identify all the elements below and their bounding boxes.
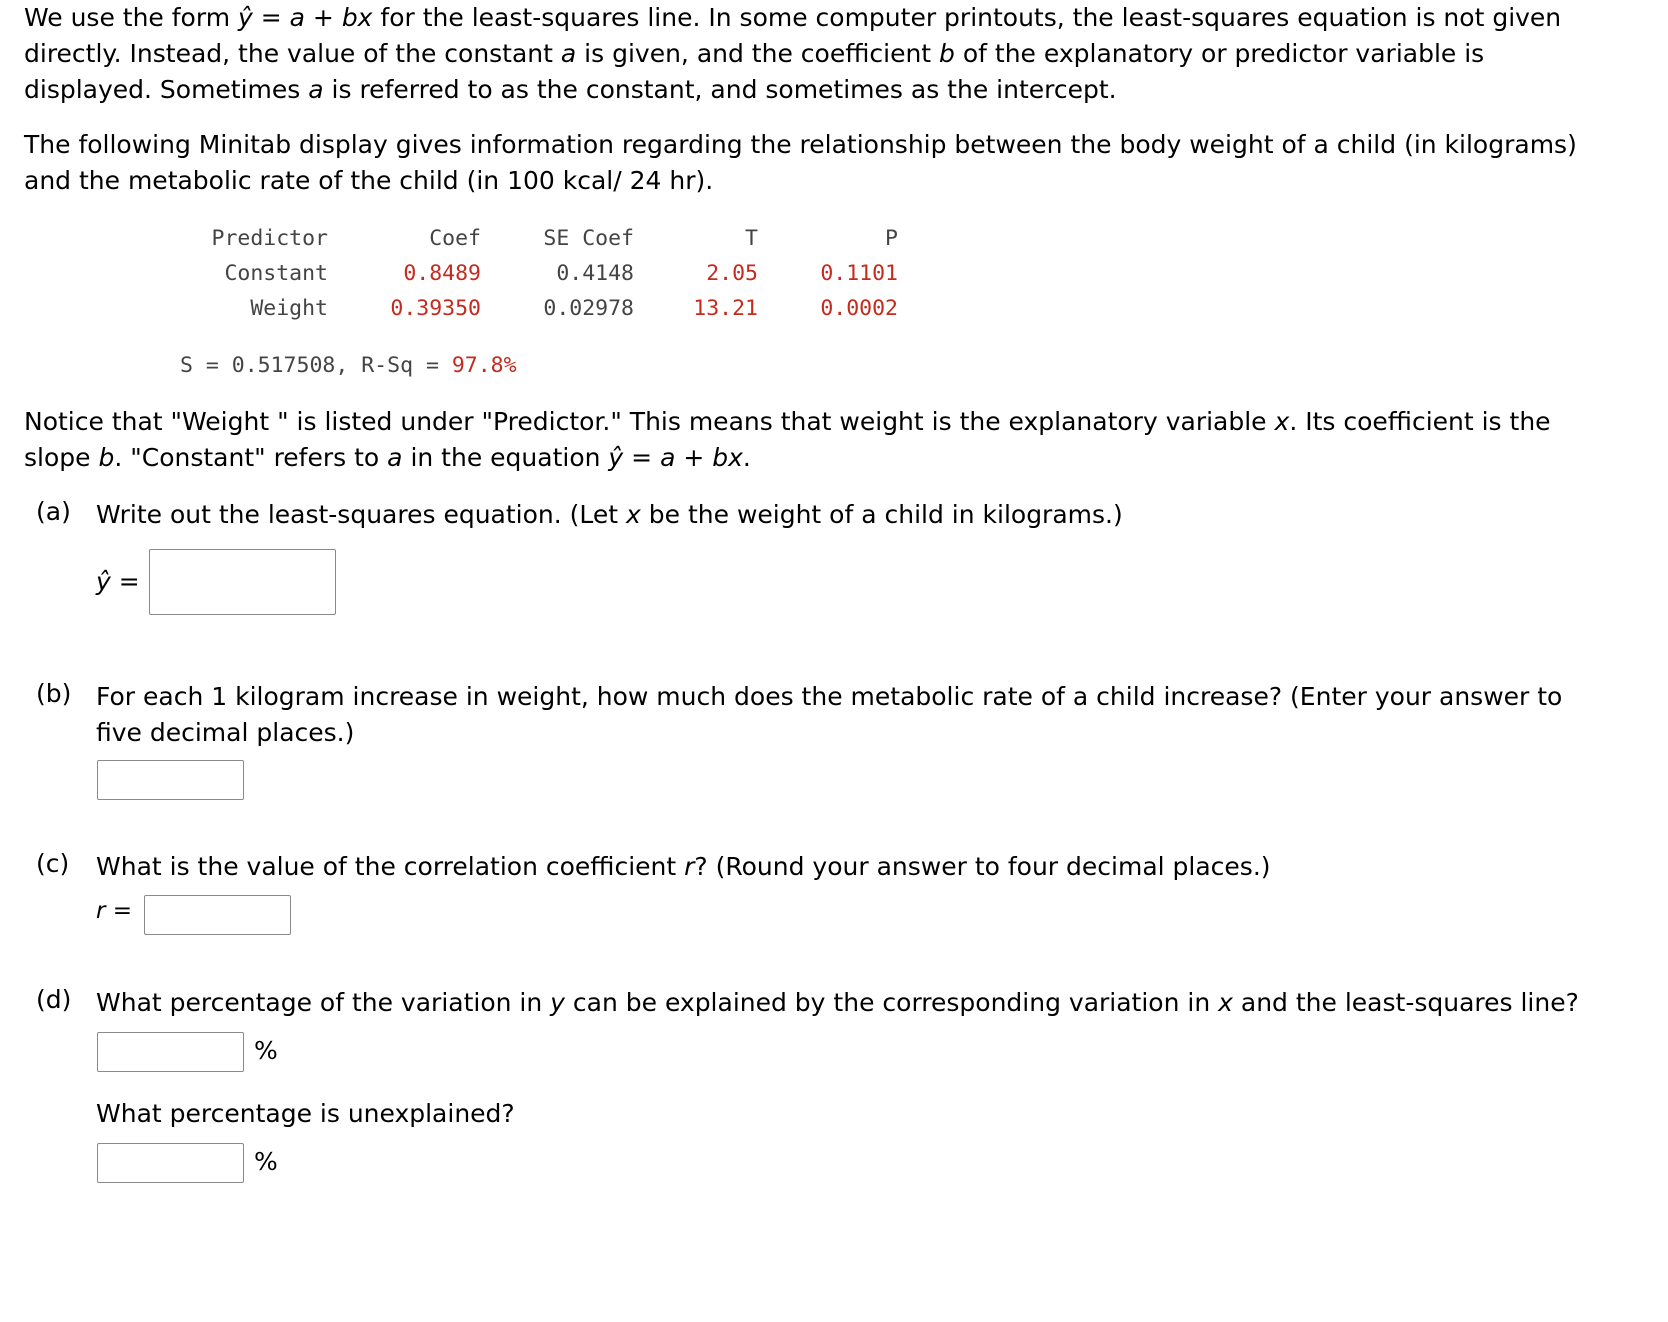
row-weight-se-coef: 0.02978 — [543, 296, 634, 321]
notice-line-2: slope b. "Constant" refers to a in the equation ŷ = a + bx. — [24, 443, 751, 472]
correlation-answer-field[interactable] — [144, 895, 291, 935]
s-label: S = — [180, 353, 232, 378]
header-se-coef: SE Coef — [543, 226, 634, 251]
notice-paragraph — [24, 404, 1551, 476]
part-d-question: What percentage of the variation in y can be explained by the corresponding variation in x and the least-squares line? — [96, 988, 1579, 1017]
row-constant-se-coef: 0.4148 — [556, 261, 634, 286]
yhat-equals-label: ŷ = — [96, 567, 140, 596]
part-b-line-2: five decimal places.) — [96, 718, 355, 747]
header-p: P — [885, 226, 898, 251]
intro-paragraph — [24, 0, 1561, 108]
equation-answer-input[interactable] — [150, 550, 335, 614]
header-coef: Coef — [429, 226, 481, 251]
part-d-label: (d) — [36, 985, 72, 1014]
part-a-label: (a) — [36, 497, 71, 526]
unexplained-percent-field[interactable] — [97, 1143, 244, 1183]
slope-answer-input[interactable] — [98, 761, 243, 799]
part-b-label: (b) — [36, 679, 72, 708]
r-equals-label: r = — [96, 898, 133, 924]
explained-percent-sign: % — [254, 1036, 278, 1065]
part-c-question: What is the value of the correlation coefficient r? (Round your answer to four decimal places.) — [96, 852, 1271, 881]
unexplained-question: What percentage is unexplained? — [96, 1099, 515, 1128]
r-sq-label: R-Sq = — [361, 353, 452, 378]
row-weight-label: Weight — [250, 296, 328, 321]
part-c-label: (c) — [36, 849, 70, 878]
explained-percent-input[interactable] — [98, 1033, 243, 1071]
minitab-intro-paragraph — [24, 127, 1577, 199]
notice-line-1: Notice that "Weight " is listed under "Predictor." This means that weight is the explanatory variable x. Its coefficient is the — [24, 407, 1551, 436]
row-constant-label: Constant — [224, 261, 328, 286]
unexplained-percent-input[interactable] — [98, 1144, 243, 1182]
explained-percent-field[interactable] — [97, 1032, 244, 1072]
row-constant-p: 0.1101 — [820, 261, 898, 286]
minitab-intro-line-2: and the metabolic rate of the child (in 100 kcal/ 24 hr). — [24, 166, 714, 195]
intro-line-2: directly. Instead, the value of the constant a is given, and the coefficient b of the explanatory or predictor variable is — [24, 39, 1485, 68]
intro-line-1: We use the form ŷ = a + bx for the least-squares line. In some computer printouts, the least-squares equation is not given — [24, 3, 1562, 32]
header-predictor: Predictor — [211, 226, 328, 251]
part-b-question — [96, 679, 1562, 751]
row-weight-coef: 0.39350 — [390, 296, 481, 321]
intro-line-3: displayed. Sometimes a is referred to as the constant, and sometimes as the intercept. — [24, 75, 1117, 104]
equation-answer-field[interactable] — [149, 549, 336, 615]
row-weight-p: 0.0002 — [820, 296, 898, 321]
row-constant-coef: 0.8489 — [403, 261, 481, 286]
part-b-line-1: For each 1 kilogram increase in weight, how much does the metabolic rate of a child increase? (Enter your answer to — [96, 682, 1563, 711]
row-constant-t: 2.05 — [706, 261, 758, 286]
correlation-answer-input[interactable] — [145, 896, 290, 934]
minitab-intro-line-1: The following Minitab display gives information regarding the relationship between the body weight of a child (in kilograms) — [24, 130, 1577, 159]
regression-summary — [180, 353, 517, 378]
r-sq-value: 97.8% — [451, 353, 517, 378]
s-value: 0.517508, — [231, 353, 349, 378]
slope-answer-field[interactable] — [97, 760, 244, 800]
unexplained-percent-sign: % — [254, 1147, 278, 1176]
part-a-question: Write out the least-squares equation. (Let x be the weight of a child in kilograms.) — [96, 500, 1123, 529]
header-t: T — [745, 226, 758, 251]
row-weight-t: 13.21 — [693, 296, 758, 321]
